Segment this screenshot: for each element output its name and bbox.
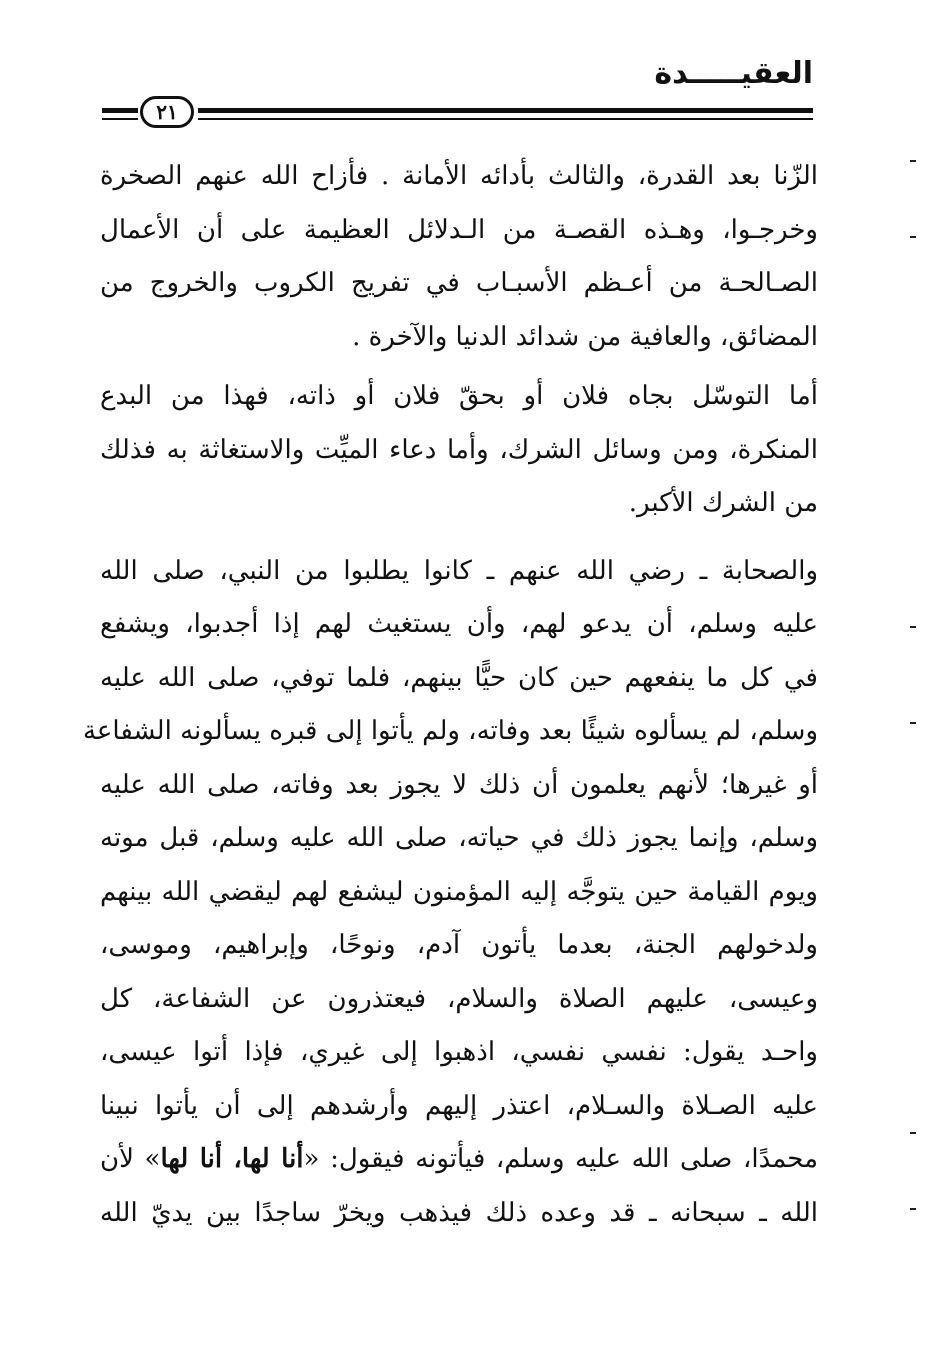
body-text (82, 150, 818, 1240)
text-line: الصـالحـة من أعـظم الأسبـاب في تفريج الكروب والخروج من (100, 268, 818, 298)
header-rule-short (102, 108, 138, 113)
text-line: المضائق، والعافية من شدائد الدنيا والآخرة . (352, 321, 818, 352)
margin-mark (910, 160, 916, 162)
margin-mark (910, 1208, 916, 1210)
text-line: وخرجـوا، وهـذه القصـة من الـدلائل العظيمة على أن الأعمال (100, 214, 818, 245)
header-rule-thin (198, 118, 813, 120)
text-line: وعيسى، عليهم الصلاة والسلام، فيعتذرون عن الشفاعة، كل (100, 983, 818, 1014)
text-line: المنكرة، ومن وسائل الشرك، وأما دعاء الميِّت والاستغاثة به فذلك (100, 434, 818, 465)
text-line: في كل ما ينفعهم حين كان حيًّا بينهم، فلما توفي، صلى الله عليه (100, 662, 818, 693)
page-number: ٢١ (140, 96, 194, 128)
paragraph-3 (82, 545, 818, 1241)
text-line: أو غيرها؛ لأنهم يعلمون أن ذلك لا يجوز بعد وفاته، صلى الله عليه (100, 769, 818, 800)
margin-mark (910, 236, 916, 238)
text-line: عليه الصـلاة والسـلام، اعتذر إليهم وأرشدهم إلى أن يأتوا نبينا (100, 1090, 818, 1121)
text-line: أما التوسّل بجاه فلان أو بحقّ فلان أو ذاته، فهذا من البدع (100, 381, 818, 411)
text-line: ولدخولهم الجنة، بعدما يأتون آدم، ونوحًا، وإبراهيم، وموسى، (100, 930, 818, 960)
text-line: عليه وسلم، أن يدعو لهم، وأن يستغيث لهم إذا أجدبوا، ويشفع (100, 609, 818, 639)
text-line: الزّنا بعد القدرة، والثالث بأدائه الأمانة . فأزاح الله عنهم الصخرة (100, 161, 818, 191)
paragraph-2 (100, 370, 818, 531)
header-rule (198, 108, 813, 113)
text-line-mixed (100, 1133, 818, 1187)
quoted-bold-text: أنا لها، أنا لها (160, 1144, 304, 1174)
paragraph-1 (100, 150, 818, 364)
margin-mark (910, 626, 916, 628)
text-line: وسلم، لم يسألوه شيئًا بعد وفاته، ولم يأتوا إلى قبره يسألونه الشفاعة (82, 716, 818, 746)
margin-mark (910, 1132, 916, 1134)
text-line: الله ـ سبحانه ـ قد وعده ذلك فيذهب ويخرّ ساجدًا بين يديّ الله (100, 1197, 818, 1228)
text-fragment: » لأن (100, 1144, 161, 1174)
text-line: ويوم القيامة حين يتوجَّه إليه المؤمنون ليشفع لهم ليقضي الله بينهم (100, 876, 818, 907)
text-line: من الشرك الأكبر. (628, 488, 818, 518)
text-line: واحـد يقول: نفسي نفسي، اذهبوا إلى غيري، فإذا أتوا عيسى، (100, 1037, 818, 1067)
margin-mark (910, 722, 916, 724)
text-line: وسلم، وإنما يجوز ذلك في حياته، صلى الله عليه وسلم، قبل موته (100, 823, 818, 853)
running-title: العقيـــــدة (654, 56, 813, 91)
header-rule-short-thin (102, 118, 138, 120)
text-fragment: محمدًا، صلى الله عليه وسلم، فيأتونه فيقول: « (303, 1144, 818, 1174)
text-line: والصحابة ـ رضي الله عنهم ـ كانوا يطلبوا من النبي، صلى الله (100, 555, 818, 586)
